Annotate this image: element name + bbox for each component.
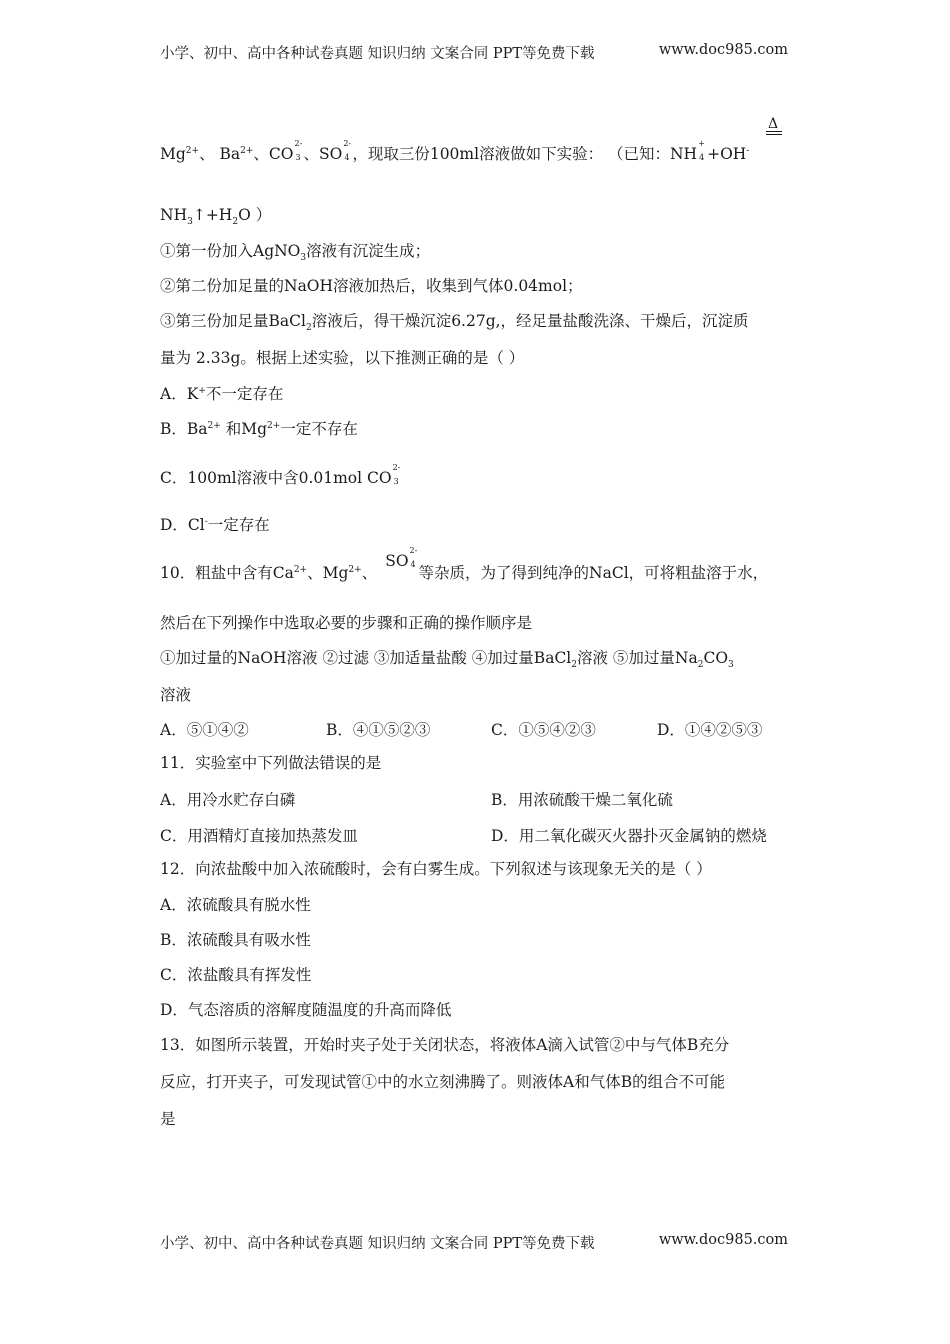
footer-title: 小学、初中、高中各种试卷真题 知识归纳 文案合同 PPT等免费下载	[160, 1236, 595, 1252]
co3-charge: 2- 3	[392, 463, 401, 486]
q10-option-b[interactable]: B．④①⑤②③	[326, 721, 431, 739]
page-footer	[160, 1232, 788, 1253]
q13-stem-line3: 是	[160, 1110, 176, 1128]
q11-option-c[interactable]: C．用酒精灯直接加热蒸发皿	[160, 827, 358, 845]
nh4-charge: + 4	[698, 139, 705, 162]
q9-experiment-2: ②第二份加足量的NaOH溶液加热后，收集到气体0.04mol；	[160, 277, 583, 295]
so4-charge: 2- 4	[409, 546, 418, 569]
q11-option-b[interactable]: B．用浓硫酸干燥二氧化硫	[491, 791, 673, 809]
q11-stem: 11．实验室中下列做法错误的是	[160, 754, 382, 772]
q13-stem-line2: 反应，打开夹子，可发现试管①中的水立刻沸腾了。则液体A和气体B的组合不可能	[160, 1073, 726, 1091]
q10-option-d[interactable]: D．①④②⑤③	[657, 721, 763, 739]
q12-option-a[interactable]: A．浓硫酸具有脱水性	[160, 896, 311, 914]
q9-option-d[interactable]: D．Cl-一定存在	[160, 516, 270, 534]
q10-stem-line2: 然后在下列操作中选取必要的步骤和正确的操作顺序是	[160, 614, 533, 632]
q9-experiment-3: ③第三份加足量BaCl$_2$溶液后，得干燥沉淀6.27g,，经足量盐酸洗涤、干燥后，沉淀质	[160, 312, 749, 334]
q12-option-b[interactable]: B．浓硫酸具有吸水性	[160, 931, 311, 949]
so4-charge: 2- 4	[343, 139, 352, 162]
q9-option-c[interactable]: C．100ml溶液中含0.01mol CO 2- 3	[160, 463, 401, 487]
q9-nh3-line: $NH_3↑+H_2O$ ）	[160, 206, 272, 228]
reaction-arrow-line	[766, 131, 782, 132]
header-title: 小学、初中、高中各种试卷真题 知识归纳 文案合同 PPT等免费下载	[160, 46, 595, 62]
q13-stem-line1: 13．如图所示装置，开始时夹子处于关闭状态，将液体A滴入试管②中与气体B充分	[160, 1036, 730, 1054]
q10-steps: ①加过量的NaOH溶液 ②过滤 ③加适量盐酸 ④加过量BaCl$_2$溶液 ⑤加过量$Na_2CO_3$	[160, 649, 734, 671]
delta-symbol: Δ	[768, 116, 779, 132]
header-url[interactable]: www.doc985.com	[658, 42, 788, 58]
q9-experiment-3-cont: 量为 2.33g。根据上述实验，以下推测正确的是（ ）	[160, 349, 525, 367]
footer-url[interactable]: www.doc985.com	[658, 1232, 788, 1248]
q9-option-b[interactable]: B．$Ba^{2+}$ 和$Mg^{2+}$一定不存在	[160, 420, 358, 438]
co3-charge: 2- 3	[294, 139, 303, 162]
page-header	[160, 42, 788, 63]
q10-steps-cont: 溶液	[160, 686, 192, 704]
q11-option-a[interactable]: A．用冷水贮存白磷	[160, 791, 296, 809]
q10-option-c[interactable]: C．①⑤④②③	[491, 721, 596, 739]
q12-stem: 12．向浓盐酸中加入浓硫酸时，会有白雾生成。下列叙述与该现象无关的是（ ）	[160, 860, 712, 878]
reaction-arrow-line	[766, 134, 782, 135]
q12-option-d[interactable]: D．气态溶质的溶解度随温度的升高而降低	[160, 1001, 452, 1019]
q9-ion-line: $Mg^{2+}$、 $Ba^{2+}$、CO 2- 3 、SO 2- 4 ，现取三份100ml溶液做如下实验： （已知：NH + 4 +OH-	[160, 139, 750, 163]
q9-experiment-1: ①第一份加入AgNO$_3$溶液有沉淀生成；	[160, 242, 431, 264]
q12-option-c[interactable]: C．浓盐酸具有挥发性	[160, 966, 312, 984]
q10-stem-line1: 10．粗盐中含有$Ca^{2+}$、$Mg^{2+}$、SO 2- 4 等杂质，为了得到纯净的NaCl，可将粗盐溶于水，	[160, 546, 769, 582]
q9-option-a[interactable]: A．K+不一定存在	[160, 385, 284, 403]
q10-option-a[interactable]: A．⑤①④②	[160, 721, 249, 739]
q11-option-d[interactable]: D．用二氧化碳灭火器扑灭金属钠的燃烧	[491, 827, 767, 845]
